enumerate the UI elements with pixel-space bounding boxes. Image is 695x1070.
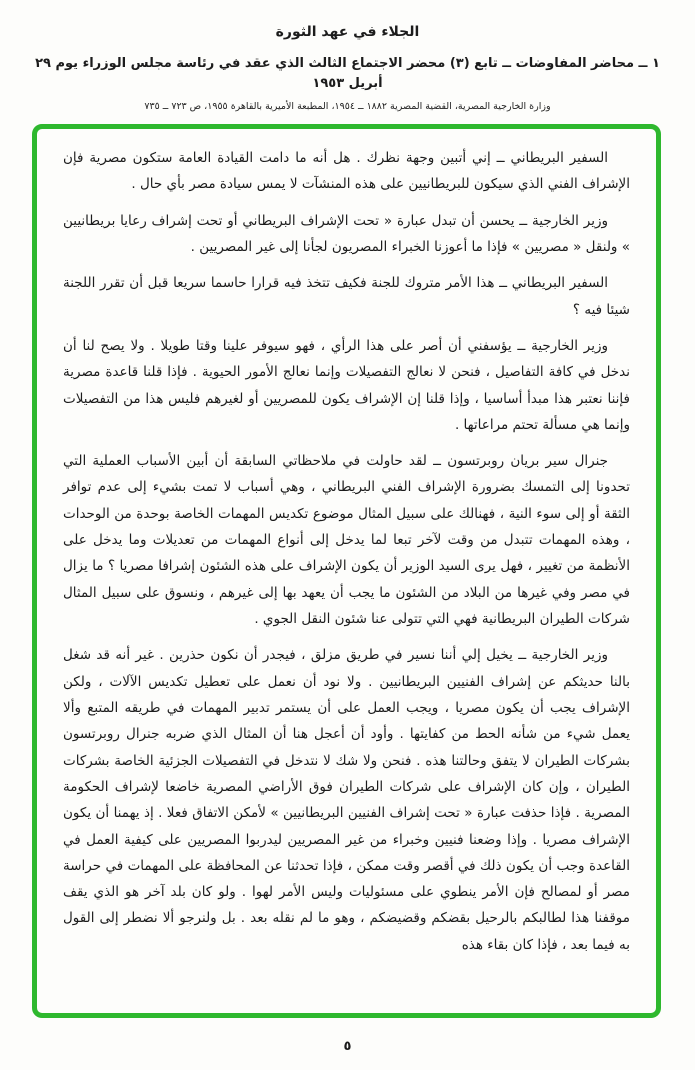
paragraph-foreign-minister-2: وزير الخارجية ــ يؤسفني أن أصر على هذا الرأي ، فهو سيوفر علينا وقتا طويلا . ولا يصح لنا أن ندخل في كافة التفاصيل ، فنحن لا نعالج التفصيلات وإنما نعالج الأمور الحيوية . فإذا قلنا قاعدة مصرية فإننا نعتبر هذا مبدأ أساسيا ، وإذا قلنا إن الإشراف يكون للمصريين أو لغيرهم فليس هذا من التفصيلات وإنما هي مسألة تحتم مراعاتها . bbox=[63, 337, 630, 433]
text-frame bbox=[32, 124, 661, 1018]
paragraph-foreign-minister-1: وزير الخارجية ــ يحسن أن تبدل عبارة « تحت الإشراف البريطاني أو تحت إشراف رعايا بريطانيين » ولنقل « مصريين » فإذا ما أعوزنا الخبراء المصريون لجأنا إلى غير المصريين . bbox=[63, 212, 630, 255]
page-title: الجلاء في عهد الثورة bbox=[275, 24, 420, 40]
section-heading: ١ ــ محاضر المفاوضات ــ تابع (٣) محضر الاجتماع الثالث الذي عقد في رئاسة مجلس الوزراء يوم ٢٩ أبريل ١٩٥٣ bbox=[35, 56, 660, 91]
paragraph-british-ambassador-2: السفير البريطاني ــ هذا الأمر متروك للجنة فكيف تتخذ فيه قرارا حاسما سريعا قبل أن تقرر اللجنة شيئا فيه ؟ bbox=[63, 275, 630, 318]
paragraph-general-robertson: جنرال سير بريان روبرتسون ــ لقد حاولت في ملاحظاتي السابقة أن أبين الأسباب العملية التي تحدونا إلى التمسك بضرورة الإشراف الفني البريطاني ، وهي أسباب لا تمت بشيء إلى عدم توافر الثقة أو إلى سوء النية ، فهنالك على سبيل المثال موضوع تكديس المهمات الخاصة بوحدة من الوحدات ، وهذه المهمات تتبدل من وقت لآخر تبعا لما يدخل إلى أنواع المهمات من تعديلات وما يدخل على الأنظمة من تغيير ، فهل يرى السيد الوزير أن يكون الإشراف على هذه الشئون إشرافا مصريا ؟ ما يزال في مصر وفي غيرها من البلاد من الشئون ما يجب أن يعهد بها إلى غيرهم ، ونسوق على سبيل المثال شركات الطيران البريطانية فهي التي تتولى عنا شئون النقل الجوي . bbox=[63, 453, 630, 627]
paragraph-british-ambassador-1: السفير البريطاني ــ إني أتبين وجهة نظرك . هل أنه ما دامت القيادة العامة ستكون مصرية فإن الإشراف الفني الذي سيكون للبريطانيين على هذه المنشآت لا يمس سيادة مصر بأي حال . bbox=[63, 150, 630, 193]
page-number: ٥ bbox=[343, 1039, 352, 1054]
source-citation: وزارة الخارجية المصرية، القضية المصرية ١٨٨٢ ــ ١٩٥٤، المطبعة الأميرية بالقاهرة ١٩٥٥، ص ٧٢٣ ــ ٧٣٥ bbox=[144, 101, 551, 112]
body-text bbox=[63, 145, 630, 958]
paragraph-foreign-minister-3: وزير الخارجية ــ يخيل إلي أننا نسير في طريق مزلق ، فيجدر أن نكون حذرين . غير أنه قد شغل بالنا حديثكم عن إشراف الفنيين البريطانيين . ولا نود أن نعمل على تعطيل تكديس الآلات ، ولكن الإشراف يجب أن يكون مصريا ، ويجب العمل على أن يستمر تدبير المهمات في طريقه المتبع وألا يعمل شيء من شأنه الحط من كفايتها . وأود أن أعجل هنا أن المثال الذي ضربه جنرال روبرتسون بشركات الطيران لا يتفق وحالتنا هذه . فنحن ولا شك لا نتدخل في التفصيلات الجزئية الخاصة بشركات الطيران ، وإن كان الإشراف على شركات الطيران فوق الأراضي المصرية خاضعا لإشراف الحكومة المصرية . فإذا حذفت عبارة « تحت إشراف الفنيين البريطانيين » لأمكن الاتفاق فعلا . إذ يهمنا أن يكون الإشراف مصريا . وإذا وضعنا فنيين وخبراء من غير المصريين ليدربوا المصريين على كيفية العمل في القاعدة وجب أن يكون ذلك في أقصر وقت ممكن ، فإذا تحدثنا عن المحافظة على المهمات في حراسة مصر أو لمصالح فإن الأمر ينطوي على مسئوليات وليس الأمر لهوا . ولو كان بلد آخر هو الذي يقف موقفنا هذا لطالبكم بالرحيل بقضكم وقضيضكم ، وهو ما لم نقله بعد . بل ولنرجو ألا نضطر إلى القول به فيما بعد ، فإذا كان بقاء هذه bbox=[63, 647, 630, 953]
